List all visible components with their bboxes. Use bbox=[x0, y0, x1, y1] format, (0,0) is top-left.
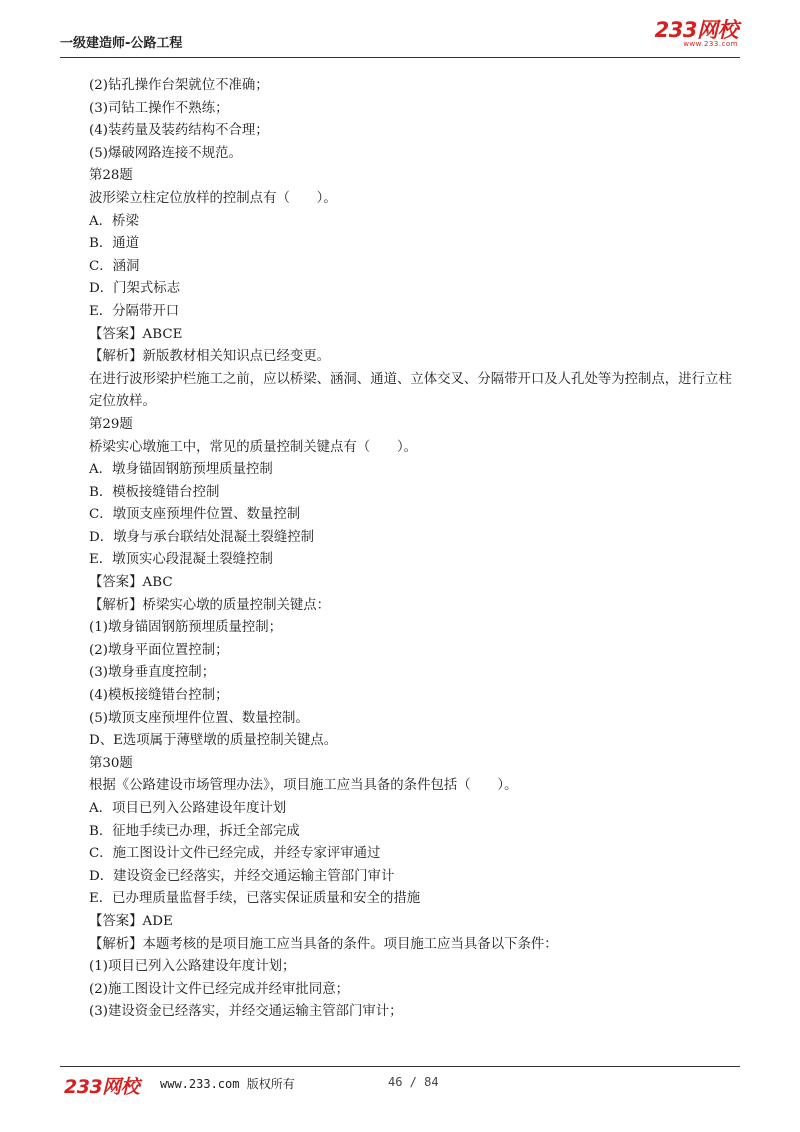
option-c: C．墩顶支座预埋件位置、数量控制 bbox=[89, 507, 301, 523]
analysis-line: 【解析】本题考核的是项目施工应当具备的条件。项目施工应当具备以下条件： bbox=[89, 936, 558, 952]
question-stem: 波形梁立柱定位放样的控制点有（ ）。 bbox=[89, 190, 337, 206]
question-heading: 第28题 bbox=[89, 168, 133, 184]
text-line: (5)墩顶支座预埋件位置、数量控制。 bbox=[89, 710, 309, 726]
text-line: (4)模板接缝错台控制； bbox=[89, 688, 229, 704]
logo-url: www.233.com bbox=[683, 40, 738, 48]
text-line: (1)墩身锚固钢筋预埋质量控制； bbox=[89, 620, 283, 636]
document-body bbox=[60, 75, 740, 1024]
text-line: (2)墩身平面位置控制； bbox=[89, 642, 229, 658]
logo-text: 233网校 bbox=[654, 18, 738, 42]
answer-line: 【答案】ABCE bbox=[89, 326, 183, 342]
page-header bbox=[60, 0, 740, 58]
footer-logo[interactable]: 233网校 bbox=[64, 1076, 140, 1098]
footer-divider bbox=[60, 1066, 740, 1067]
text-line: D、E选项属于薄壁墩的质量控制关键点。 bbox=[89, 733, 338, 749]
option-e: E．分隔带开口 bbox=[89, 303, 180, 319]
question-stem: 桥梁实心墩施工中，常见的质量控制关键点有（ ）。 bbox=[89, 439, 418, 455]
text-line: (1)项目已列入公路建设年度计划； bbox=[89, 959, 296, 975]
option-e: E．墩顶实心段混凝土裂缝控制 bbox=[89, 552, 273, 568]
text-line: (2)钻孔操作台架就位不准确； bbox=[89, 78, 269, 93]
analysis-line: 【解析】桥梁实心墩的质量控制关键点： bbox=[89, 597, 331, 613]
option-d: D．门架式标志 bbox=[89, 281, 181, 297]
text-line: (3)建设资金已经落实，并经交通运输主管部门审计； bbox=[89, 1004, 403, 1020]
question-heading: 第30题 bbox=[89, 755, 133, 771]
text-line: (3)司钻工操作不熟练； bbox=[89, 100, 229, 116]
header-divider bbox=[60, 57, 740, 58]
text-line: (3)墩身垂直度控制； bbox=[89, 665, 216, 681]
answer-line: 【答案】ADE bbox=[89, 913, 173, 929]
option-a: A．墩身锚固钢筋预埋质量控制 bbox=[89, 462, 273, 478]
option-a: A．桥梁 bbox=[89, 213, 139, 229]
answer-line: 【答案】ABC bbox=[89, 575, 173, 591]
option-d: D．墩身与承台联结处混凝土裂缝控制 bbox=[89, 529, 314, 545]
option-b: B．通道 bbox=[89, 236, 140, 252]
option-c: C．施工图设计文件已经完成，并经专家评审通过 bbox=[89, 846, 381, 862]
text-line: (2)施工图设计文件已经完成并经审批同意； bbox=[89, 981, 349, 997]
analysis-paragraph bbox=[60, 369, 740, 414]
page-number: 46 / 84 bbox=[388, 1075, 439, 1089]
analysis-text: 在进行波形梁护栏施工之前，应以桥梁、涵洞、通道、立体交叉、分隔带开口及人孔处等为控制点，进行立柱定位放样。 bbox=[89, 371, 732, 410]
option-d: D．建设资金已经落实，并经交通运输主管部门审计 bbox=[89, 868, 395, 884]
brand-logo[interactable] bbox=[655, 20, 738, 48]
document-title: 一级建造师-公路工程 bbox=[60, 36, 183, 51]
question-stem: 根据《公路建设市场管理办法》，项目施工应当具备的条件包括（ ）。 bbox=[89, 778, 518, 794]
text-line: (5)爆破网路连接不规范。 bbox=[89, 145, 242, 161]
option-b: B．模板接缝错台控制 bbox=[89, 484, 220, 500]
text-line: (4)装药量及装药结构不合理； bbox=[89, 123, 269, 139]
option-e: E．已办理质量监督手续，已落实保证质量和安全的措施 bbox=[89, 891, 421, 907]
page-footer bbox=[60, 1066, 740, 1096]
option-a: A．项目已列入公路建设年度计划 bbox=[89, 801, 287, 816]
option-b: B．征地手续已办理，拆迁全部完成 bbox=[89, 823, 300, 839]
option-c: C．涵洞 bbox=[89, 258, 140, 274]
question-heading: 第29题 bbox=[89, 416, 133, 432]
analysis-line: 【解析】新版教材相关知识点已经变更。 bbox=[89, 349, 331, 365]
copyright-text: www.233.com 版权所有 bbox=[160, 1077, 295, 1091]
